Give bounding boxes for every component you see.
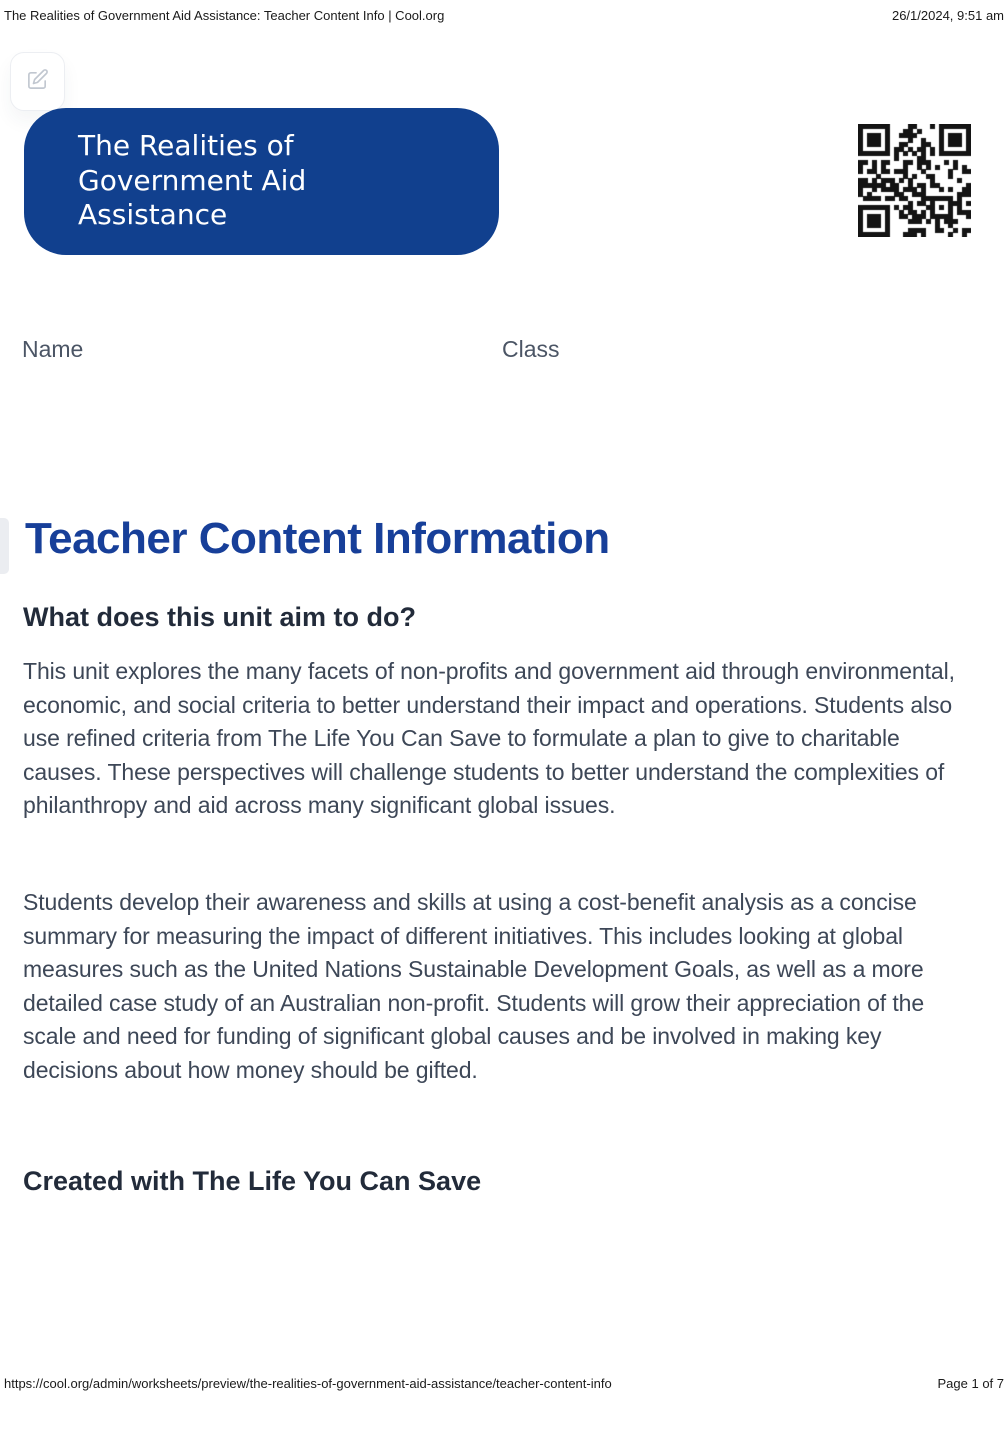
- page-title: Teacher Content Information: [25, 514, 610, 563]
- pencil-square-icon: [26, 68, 49, 96]
- print-footer: [4, 1376, 1004, 1391]
- paragraph-unit-overview: This unit explores the many facets of non-profits and government aid through environmental, economic, and social criteria to better understand their impact and operations. Students also use refined criteria from The Life You Can Save to formulate a plan to give to charitable causes. These perspectives will challenge students to better understand the complexities of philanthropy and aid across many significant global issues.: [23, 658, 955, 818]
- subheading-unit-aim: What does this unit aim to do?: [23, 602, 416, 632]
- print-footer-page-number: Page 1 of 7: [937, 1376, 1004, 1391]
- edit-button[interactable]: [10, 52, 65, 111]
- worksheet-title-banner: [24, 108, 499, 255]
- print-header-datetime: 26/1/2024, 9:51 am: [891, 8, 1004, 23]
- print-header: [4, 8, 1004, 23]
- class-label: Class: [502, 336, 560, 362]
- paragraph-skills-development: Students develop their awareness and skills at using a cost-benefit analysis as a concise summary for measuring the impact of different initiatives. This includes looking at global measures such as the United Nations Sustainable Development Goals, as well as a more detailed case study of an Australian non-profit. Students will grow their appreciation of the scale and need for funding of significant global causes and be involved in making key decisions about how money should be gifted.: [23, 889, 925, 1083]
- subheading-created-with: Created with The Life You Can Save: [23, 1166, 482, 1196]
- name-label: Name: [22, 336, 84, 362]
- section-accent-bar: [0, 518, 9, 574]
- print-footer-url: https://cool.org/admin/worksheets/preview/the-realities-of-government-aid-assistance/teacher-content-info: [4, 1376, 612, 1391]
- print-header-title: The Realities of Government Aid Assistance: Teacher Content Info | Cool.org: [4, 8, 445, 23]
- worksheet-title: The Realities of Government Aid Assistance: [78, 129, 307, 231]
- qr-code: [858, 124, 971, 237]
